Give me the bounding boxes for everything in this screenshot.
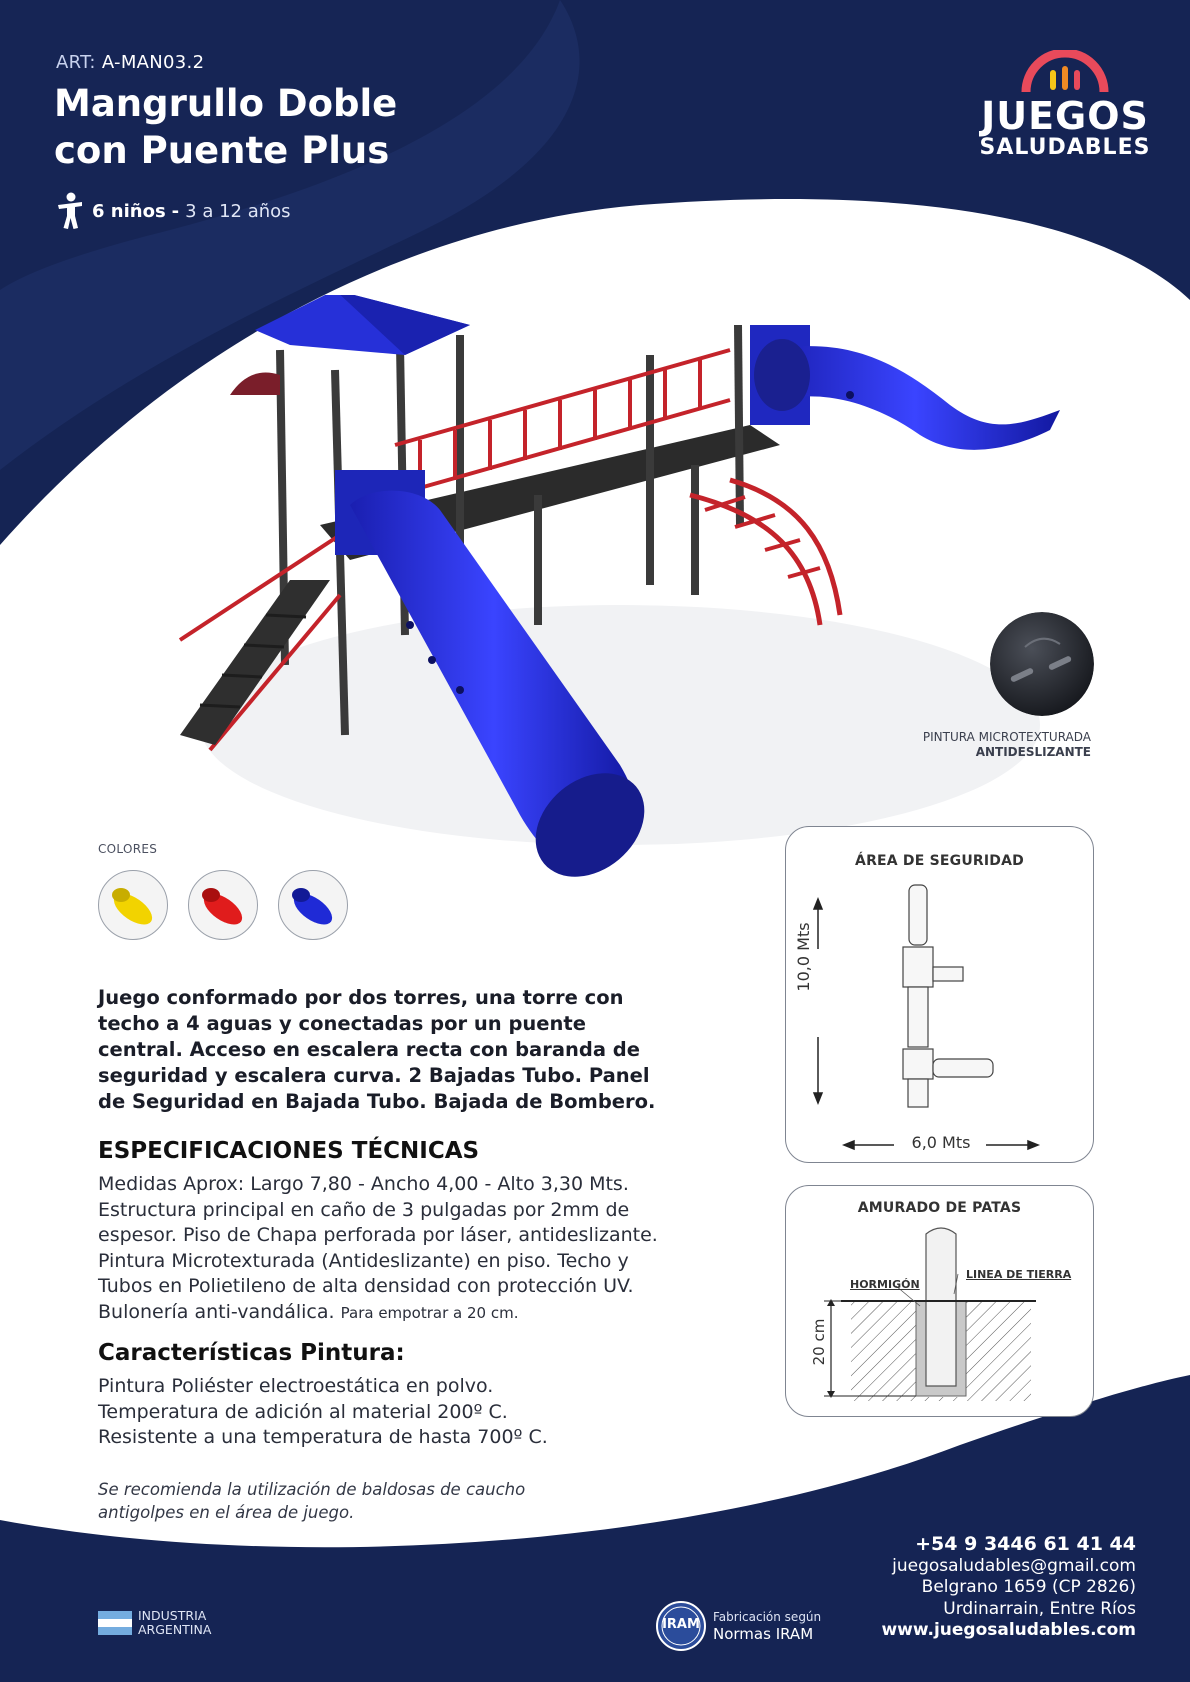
safety-height-label: 10,0 Mts [794,922,813,992]
address-line1: Belgrano 1659 (CP 2826) [921,1577,1136,1597]
texture-caption-line2: ANTIDESLIZANTE [975,745,1091,759]
anchoring-panel [785,1185,1094,1417]
industry-line1: INDUSTRIA [138,1608,207,1623]
email-address[interactable]: juegosaludables@gmail.com [892,1555,1136,1576]
anchoring-title: AMURADO DE PATAS [857,1200,1022,1216]
color-swatch-blue[interactable] [278,870,348,940]
iram-seal-text: IRAM [662,1617,700,1632]
safety-width-label: 6,0 Mts [911,1133,971,1152]
child-icon [56,192,84,230]
color-swatch-yellow[interactable] [98,870,168,940]
article-number: A-MAN03.2 [101,52,205,73]
argentina-flag-icon [98,1611,132,1635]
logo-line2: SALUDABLES [979,135,1151,160]
texture-caption-line1: PINTURA MICROTEXTURADA [922,730,1091,744]
industry-line2: ARGENTINA [138,1622,212,1637]
specs-text [98,1172,668,1326]
iram-line2: Normas IRAM [713,1625,814,1643]
age-range: 3 a 12 años [185,200,291,222]
safety-area-panel [785,826,1094,1163]
capacity-info [56,192,291,230]
kids-count: 6 niños [92,200,166,222]
paint-line: Temperatura de adición al material 200º C. [98,1400,508,1423]
article-label: ART: [56,52,96,73]
specs-heading: ESPECIFICACIONES TÉCNICAS [98,1138,480,1164]
recommendation-note: Se recomienda la utilización de baldosas de caucho antigolpes en el área de juego. [98,1480,526,1522]
article-code [56,52,204,73]
page-title: Mangrullo Doble con Puente Plus [54,82,398,172]
specs-body: Medidas Aprox: Largo 7,80 - Ancho 4,00 - Alto 3,30 Mts. Estructura principal en caño de 3 pulgadas por 2mm de espesor. Piso de Chapa perforada por láser, antideslizante. Pintura Microtexturada (Antideslizante) en piso. Techo y Tubos en Polietileno de alta densidad con protección UV. Bulonería anti-vandálica. [98,1173,658,1323]
depth-label: 20 cm [810,1318,828,1366]
phone-number[interactable]: +54 9 3446 61 41 44 [915,1533,1136,1555]
iram-badge [655,1600,821,1652]
industry-badge [98,1609,211,1637]
colors-label: COLORES [98,842,158,856]
contact-block [881,1534,1136,1642]
brand-logo [975,50,1155,160]
iram-seal-icon [655,1600,707,1652]
color-swatch-red[interactable] [188,870,258,940]
ground-line-label: LINEA DE TIERRA [966,1268,1072,1281]
paint-line: Pintura Poliéster electroestática en polvo. [98,1375,494,1397]
paint-line: Resistente a una temperatura de hasta 700º C. [98,1426,548,1448]
concrete-label: HORMIGÓN [850,1278,920,1291]
iram-line1: Fabricación según [713,1610,822,1624]
product-description: Juego conformado por dos torres, una torre con techo a 4 aguas y conectadas por un puente central. Acceso en escalera recta con baranda de seguridad y escalera curva. 2 Bajadas Tubo. Panel de Seguridad en Bajada Tubo. Bajada de Bombero. [98,986,656,1113]
specs-small: Para empotrar a 20 cm. [340,1303,519,1322]
address-line2: Urdinarrain, Entre Ríos [943,1598,1136,1619]
texture-caption [860,730,1091,760]
paint-specs [98,1374,658,1451]
logo-line1: JUEGOS [981,94,1149,138]
safety-area-title: ÁREA DE SEGURIDAD [855,853,1024,869]
website-link[interactable]: www.juegosaludables.com [881,1620,1136,1640]
paint-heading: Características Pintura: [98,1340,405,1366]
kids-separator: - [171,200,180,222]
arch-logo-icon [1020,50,1110,94]
texture-sample-image [990,612,1094,716]
